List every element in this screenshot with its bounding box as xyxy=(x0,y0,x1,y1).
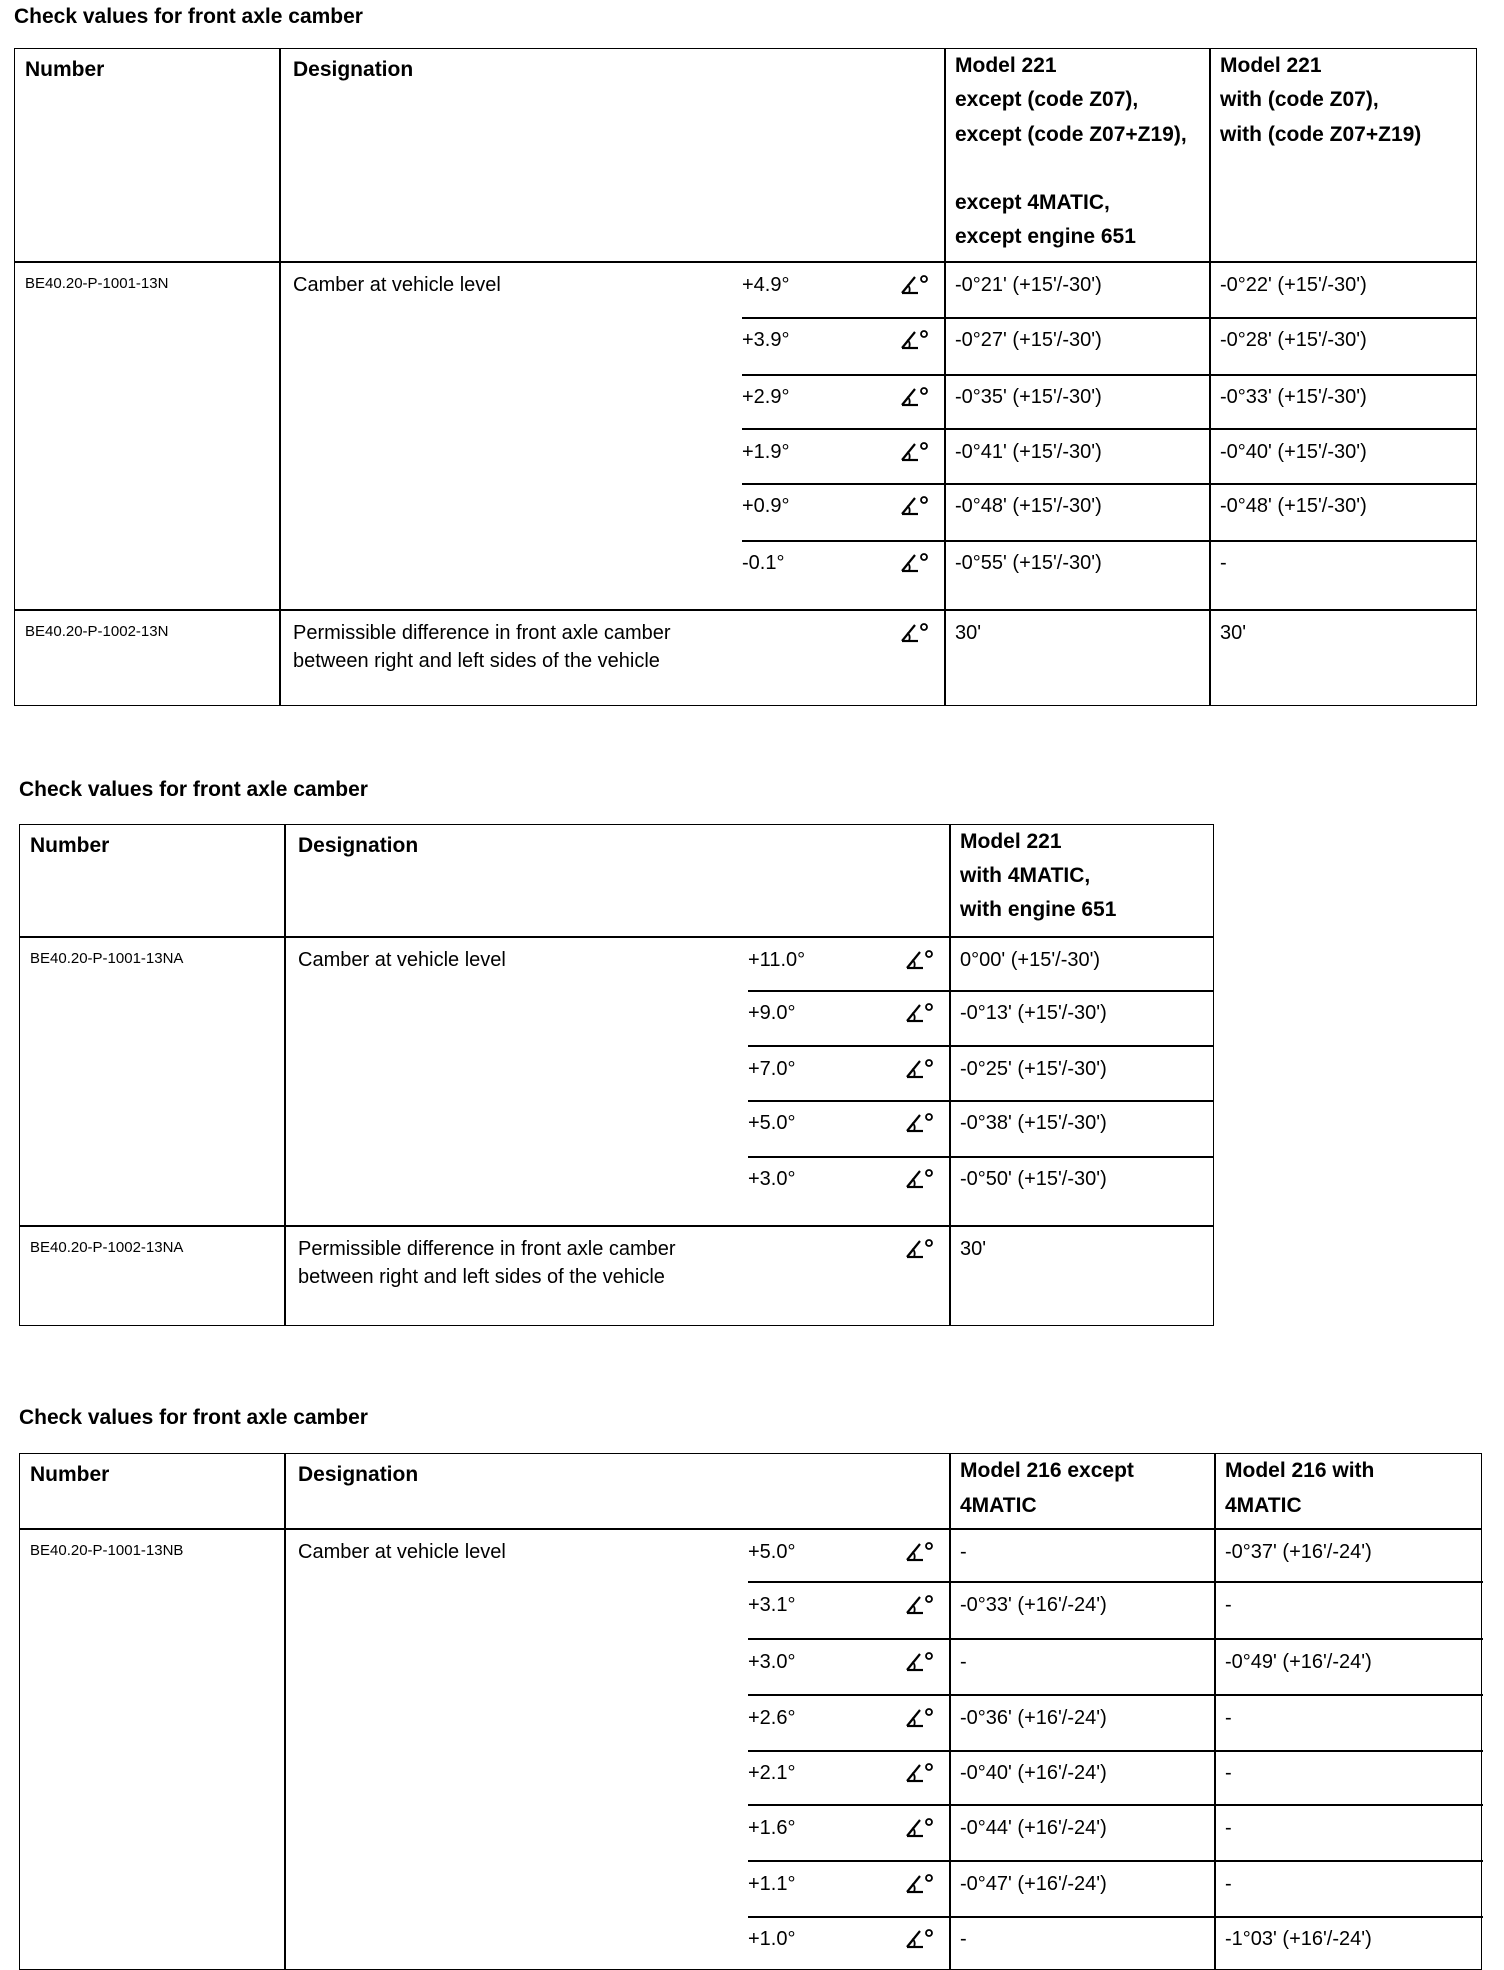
camber-value: -0°35' (+15'/-30') xyxy=(955,386,1102,408)
header-model-line: with engine 651 xyxy=(960,898,1117,921)
vehicle-level: +7.0° xyxy=(748,1058,796,1080)
vehicle-level: +5.0° xyxy=(748,1541,796,1563)
angle-degree-icon xyxy=(905,1112,935,1134)
angle-degree-icon xyxy=(905,1928,935,1950)
part-number: BE40.20-P-1001-13NB xyxy=(30,1542,184,1559)
section-title: Check values for front axle camber xyxy=(19,1406,368,1429)
header-model-line: Model 216 with xyxy=(1225,1459,1375,1482)
row-rule xyxy=(748,1804,1483,1806)
camber-value: -0°28' (+15'/-30') xyxy=(1220,329,1367,351)
vehicle-level: +3.0° xyxy=(748,1651,796,1673)
header-model-line: except 4MATIC, xyxy=(955,191,1110,214)
header-designation: Designation xyxy=(298,834,419,857)
camber-value: - xyxy=(1225,1762,1232,1784)
vehicle-level: +3.9° xyxy=(742,329,790,351)
angle-degree-icon xyxy=(900,441,930,463)
row-rule xyxy=(748,1100,1214,1102)
camber-value: -1°03' (+16'/-24') xyxy=(1225,1928,1372,1950)
camber-value: - xyxy=(1225,1707,1232,1729)
camber-value: -0°41' (+15'/-30') xyxy=(955,441,1102,463)
table-rule xyxy=(279,48,281,706)
group-rule xyxy=(19,1225,1214,1227)
vehicle-level: +5.0° xyxy=(748,1112,796,1134)
row-rule xyxy=(748,1156,1214,1158)
designation-text: Camber at vehicle level xyxy=(293,274,501,296)
table-rule xyxy=(19,936,1214,938)
angle-degree-icon xyxy=(905,1238,935,1260)
row-rule xyxy=(748,1860,1483,1862)
vehicle-level: +4.9° xyxy=(742,274,790,296)
row-rule xyxy=(748,1638,1483,1640)
header-model-line: except (code Z07+Z19), xyxy=(955,123,1187,146)
angle-degree-icon xyxy=(900,552,930,574)
angle-degree-icon xyxy=(905,1594,935,1616)
section-title: Check values for front axle camber xyxy=(19,778,368,801)
angle-degree-icon xyxy=(905,1058,935,1080)
part-number: BE40.20-P-1001-13N xyxy=(25,275,169,292)
table-rule xyxy=(284,824,286,1326)
section-title: Check values for front axle camber xyxy=(14,5,363,28)
header-model-line: with (code Z07+Z19) xyxy=(1220,123,1422,146)
row-rule xyxy=(742,374,1477,376)
vehicle-level: +3.1° xyxy=(748,1594,796,1616)
camber-value: -0°22' (+15'/-30') xyxy=(1220,274,1367,296)
vehicle-level: +0.9° xyxy=(742,495,790,517)
part-number: BE40.20-P-1002-13N xyxy=(25,623,169,640)
header-designation: Designation xyxy=(298,1463,419,1486)
vehicle-level: +1.9° xyxy=(742,441,790,463)
row-rule xyxy=(742,540,1477,542)
camber-value: -0°48' (+15'/-30') xyxy=(1220,495,1367,517)
part-number: BE40.20-P-1002-13NA xyxy=(30,1239,184,1256)
camber-value: 30' xyxy=(955,622,982,644)
table-rule xyxy=(944,48,946,706)
angle-degree-icon xyxy=(905,1817,935,1839)
camber-value: -0°37' (+16'/-24') xyxy=(1225,1541,1372,1563)
vehicle-level: +1.6° xyxy=(748,1817,796,1839)
angle-degree-icon xyxy=(900,622,930,644)
row-rule xyxy=(748,1045,1214,1047)
angle-degree-icon xyxy=(905,949,935,971)
designation-text: between right and left sides of the vehicle xyxy=(298,1266,665,1288)
camber-value: -0°40' (+16'/-24') xyxy=(960,1762,1107,1784)
group-rule xyxy=(14,609,1477,611)
header-model-line: Model 221 xyxy=(960,830,1062,853)
camber-value: -0°38' (+15'/-30') xyxy=(960,1112,1107,1134)
angle-degree-icon xyxy=(900,495,930,517)
table-rule xyxy=(284,1453,286,1970)
camber-value: -0°48' (+15'/-30') xyxy=(955,495,1102,517)
camber-value: -0°50' (+15'/-30') xyxy=(960,1168,1107,1190)
camber-value: -0°13' (+15'/-30') xyxy=(960,1002,1107,1024)
camber-value: - xyxy=(1225,1873,1232,1895)
camber-value: - xyxy=(1220,552,1227,574)
header-number: Number xyxy=(30,1463,110,1486)
angle-degree-icon xyxy=(905,1707,935,1729)
header-model-line: Model 216 except xyxy=(960,1459,1134,1482)
camber-value: -0°49' (+16'/-24') xyxy=(1225,1651,1372,1673)
camber-value: - xyxy=(1225,1594,1232,1616)
header-number: Number xyxy=(30,834,110,857)
designation-text: Permissible difference in front axle camber xyxy=(298,1238,676,1260)
camber-value: -0°33' (+16'/-24') xyxy=(960,1594,1107,1616)
designation-text: Camber at vehicle level xyxy=(298,949,506,971)
header-model-line: with 4MATIC, xyxy=(960,864,1091,887)
camber-value: -0°55' (+15'/-30') xyxy=(955,552,1102,574)
angle-degree-icon xyxy=(905,1651,935,1673)
camber-value: 30' xyxy=(960,1238,987,1260)
vehicle-level: +1.0° xyxy=(748,1928,796,1950)
header-number: Number xyxy=(25,58,105,81)
part-number: BE40.20-P-1001-13NA xyxy=(30,950,184,967)
vehicle-level: +9.0° xyxy=(748,1002,796,1024)
camber-value: 0°00' (+15'/-30') xyxy=(960,949,1101,971)
row-rule xyxy=(748,1694,1483,1696)
header-model-line: Model 221 xyxy=(1220,54,1322,77)
camber-value: -0°33' (+15'/-30') xyxy=(1220,386,1367,408)
angle-degree-icon xyxy=(905,1762,935,1784)
angle-degree-icon xyxy=(905,1168,935,1190)
table-rule xyxy=(949,1453,951,1970)
camber-value: - xyxy=(960,1651,967,1673)
vehicle-level: -0.1° xyxy=(742,552,785,574)
camber-value: -0°21' (+15'/-30') xyxy=(955,274,1102,296)
camber-value: - xyxy=(1225,1817,1232,1839)
designation-text: between right and left sides of the vehicle xyxy=(293,650,660,672)
header-model-line: with (code Z07), xyxy=(1220,88,1379,111)
camber-value: -0°27' (+15'/-30') xyxy=(955,329,1102,351)
table-rule xyxy=(1214,1453,1216,1970)
camber-value: - xyxy=(960,1541,967,1563)
table-rule xyxy=(949,824,951,1326)
row-rule xyxy=(742,317,1477,319)
angle-degree-icon xyxy=(905,1002,935,1024)
angle-degree-icon xyxy=(905,1873,935,1895)
vehicle-level: +2.9° xyxy=(742,386,790,408)
table-rule xyxy=(14,261,1477,263)
row-rule xyxy=(748,1916,1483,1918)
row-rule xyxy=(748,1581,1483,1583)
header-model-line: except engine 651 xyxy=(955,225,1136,248)
camber-value: -0°40' (+15'/-30') xyxy=(1220,441,1367,463)
designation-text: Permissible difference in front axle camber xyxy=(293,622,671,644)
vehicle-level: +2.1° xyxy=(748,1762,796,1784)
header-model-line: except (code Z07), xyxy=(955,88,1139,111)
camber-value: -0°25' (+15'/-30') xyxy=(960,1058,1107,1080)
camber-value: 30' xyxy=(1220,622,1247,644)
angle-degree-icon xyxy=(900,274,930,296)
designation-text: Camber at vehicle level xyxy=(298,1541,506,1563)
camber-value: -0°36' (+16'/-24') xyxy=(960,1707,1107,1729)
angle-degree-icon xyxy=(900,329,930,351)
camber-value: -0°47' (+16'/-24') xyxy=(960,1873,1107,1895)
row-rule xyxy=(742,483,1477,485)
vehicle-level: +11.0° xyxy=(748,949,806,971)
table-rule xyxy=(1209,48,1211,706)
header-model-line: 4MATIC xyxy=(960,1494,1037,1517)
header-designation: Designation xyxy=(293,58,414,81)
angle-degree-icon xyxy=(900,386,930,408)
table-rule xyxy=(19,1528,1482,1530)
row-rule xyxy=(742,428,1477,430)
camber-value: - xyxy=(960,1928,967,1950)
angle-degree-icon xyxy=(905,1541,935,1563)
row-rule xyxy=(748,990,1214,992)
camber-value: -0°44' (+16'/-24') xyxy=(960,1817,1107,1839)
vehicle-level: +2.6° xyxy=(748,1707,796,1729)
vehicle-level: +1.1° xyxy=(748,1873,796,1895)
vehicle-level: +3.0° xyxy=(748,1168,796,1190)
row-rule xyxy=(748,1750,1483,1752)
header-model-line: 4MATIC xyxy=(1225,1494,1302,1517)
header-model-line: Model 221 xyxy=(955,54,1057,77)
